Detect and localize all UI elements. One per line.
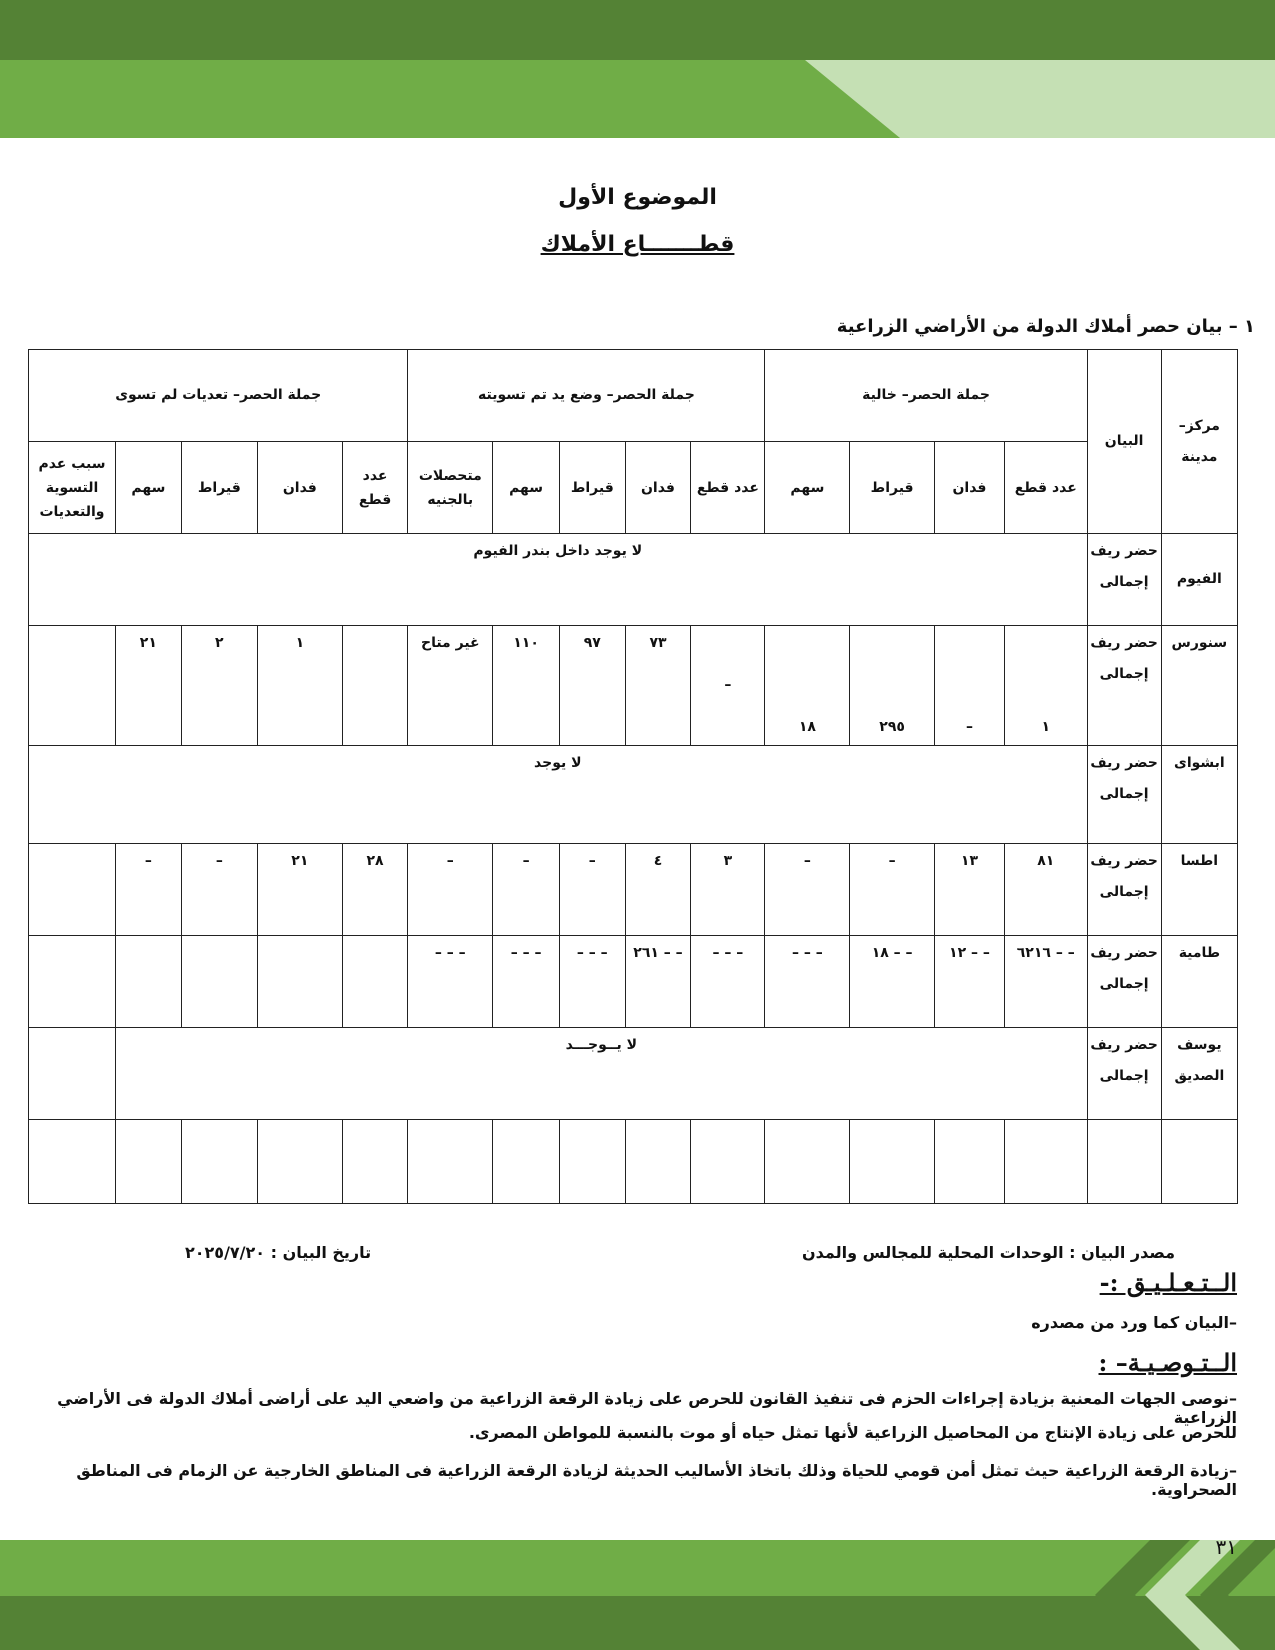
table-cell: – – ٢٦١: [625, 936, 691, 1028]
table-cell: –: [181, 844, 257, 936]
source-note: مصدر البيان : الوحدات المحلية للمجالس والمدن: [801, 1243, 1175, 1262]
row-note: لا يوجد: [29, 746, 1088, 844]
table-cell: – – –: [559, 936, 625, 1028]
table-cell: [29, 1028, 116, 1120]
recommendation-line: –نوصى الجهات المعنية بزيادة إجراءات الحزم فى تنفيذ القانون للحرص على زيادة الرقعة الزراعية من واضعي اليد على أراضى أملاك الدولة فى الأراضي الزراعية: [57, 1389, 1237, 1427]
comment-heading: الــتـعـلـيـق :-: [1099, 1268, 1237, 1297]
sector-title: [0, 232, 1275, 257]
table-row: [29, 746, 1238, 844]
table-cell: [342, 1120, 408, 1204]
table-cell: –: [116, 844, 182, 936]
sub-header: سهم: [116, 442, 182, 534]
table-cell: – – –: [408, 936, 493, 1028]
table-cell: ٨١: [1004, 844, 1087, 936]
table-cell: [935, 1120, 1005, 1204]
row-center: الفيوم: [1161, 534, 1237, 626]
table-cell: [257, 1120, 342, 1204]
table-cell: [1004, 1120, 1087, 1204]
sector-title-text: قطـــــــاع الأملاك: [540, 232, 735, 257]
table-cell: [257, 936, 342, 1028]
row-center: اطسا: [1161, 844, 1237, 936]
table-cell: – – ٦٢١٦: [1004, 936, 1087, 1028]
table-cell: ٣: [691, 844, 765, 936]
table-row: [29, 626, 1238, 746]
group-encroach: جملة الحصر– تعديات لم تسوى: [29, 350, 408, 442]
table-cell: ٢١: [257, 844, 342, 936]
sub-header: قيراط: [850, 442, 935, 534]
table-cell: – – –: [691, 936, 765, 1028]
table-row: [29, 1028, 1238, 1120]
row-label: حضر ريف إجمالى: [1087, 936, 1161, 1028]
comment-text: –البيان كما ورد من مصدره: [1031, 1313, 1237, 1332]
section-title: ١ – بيان حصر أملاك الدولة من الأراضي الزراعية: [836, 316, 1255, 337]
table-cell: [493, 1120, 560, 1204]
header-band-green: [0, 60, 900, 138]
table-cell: ١: [1004, 626, 1087, 746]
table-cell: [765, 1120, 850, 1204]
sub-header: سهم: [493, 442, 560, 534]
sub-header: فدان: [935, 442, 1005, 534]
table-row: [29, 844, 1238, 936]
table-cell: – – –: [493, 936, 560, 1028]
row-label: حضر ريف إجمالى: [1087, 626, 1161, 746]
table-cell: – – ١٨: [850, 936, 935, 1028]
chevron-icon: [1040, 1540, 1275, 1650]
table-cell: [29, 1120, 116, 1204]
state-property-table: [28, 349, 1238, 1204]
table-cell: –: [935, 626, 1005, 746]
table-cell: ١١٠: [493, 626, 560, 746]
table-cell: ٢٨: [342, 844, 408, 936]
table-cell: غير متاح: [408, 626, 493, 746]
page-number: ٣١: [1215, 1535, 1237, 1559]
table-cell: – – ١٢: [935, 936, 1005, 1028]
table-cell: ٢١: [116, 626, 182, 746]
sub-header: قيراط: [559, 442, 625, 534]
sub-header: فدان: [257, 442, 342, 534]
table-cell: ١٨: [765, 626, 850, 746]
head-center: مركز– مدينة: [1161, 350, 1237, 534]
table-cell: [850, 1120, 935, 1204]
table-cell: –: [559, 844, 625, 936]
table-cell: [1161, 1120, 1237, 1204]
table-cell: – – –: [765, 936, 850, 1028]
row-label: حضر ريف إجمالى: [1087, 746, 1161, 844]
row-label: حضر ريف إجمالى: [1087, 844, 1161, 936]
date-note: تاريخ البيان : ٢٠٢٥/٧/٢٠: [185, 1243, 372, 1262]
table-cell: –: [493, 844, 560, 936]
group-vacant: جملة الحصر– خالية: [765, 350, 1087, 442]
table-cell: ٩٧: [559, 626, 625, 746]
recommendation-heading: الــتـوصـيـة– :: [1098, 1348, 1237, 1377]
sub-header: سهم: [765, 442, 850, 534]
table-cell: ٢: [181, 626, 257, 746]
sub-header: متحصلات بالجنيه: [408, 442, 493, 534]
table-cell: [342, 626, 408, 746]
header-band-dark: [0, 0, 1275, 60]
table-cell: [625, 1120, 691, 1204]
table-cell: –: [691, 626, 765, 746]
table-cell: ١٣: [935, 844, 1005, 936]
row-center: سنورس: [1161, 626, 1237, 746]
table-cell: –: [850, 844, 935, 936]
sub-header: قيراط: [181, 442, 257, 534]
table-cell: [342, 936, 408, 1028]
sub-header: عدد قطع: [691, 442, 765, 534]
table-cell: ٢٩٥: [850, 626, 935, 746]
table-cell: [691, 1120, 765, 1204]
table-cell: [1087, 1120, 1161, 1204]
row-note: لا يوجد داخل بندر الفيوم: [29, 534, 1088, 626]
table-cell: [29, 626, 116, 746]
recommendation-line: –زيادة الرقعة الزراعية حيث تمثل أمن قومي للحياة وذلك باتخاذ الأساليب الحديثة لزيادة الرقعة الزراعية فى المناطق الخارجية عن الزمام فى المناطق الصحراوية.: [76, 1461, 1237, 1499]
topic-title: الموضوع الأول: [558, 185, 717, 210]
table-cell: ١: [257, 626, 342, 746]
row-center: ابشواى: [1161, 746, 1237, 844]
table-cell: [408, 1120, 493, 1204]
table-cell: [29, 936, 116, 1028]
table-cell: –: [765, 844, 850, 936]
table-cell: [116, 936, 182, 1028]
sub-header: فدان: [625, 442, 691, 534]
table-cell: ٧٣: [625, 626, 691, 746]
sub-header: سبب عدم التسوية والتعديات: [29, 442, 116, 534]
table-row: [29, 534, 1238, 626]
head-statement: البيان: [1087, 350, 1161, 534]
table-cell: [116, 1120, 182, 1204]
table-cell: [181, 1120, 257, 1204]
table-row-empty: [29, 1120, 1238, 1204]
table-cell: [181, 936, 257, 1028]
row-label: حضر ريف إجمالى: [1087, 1028, 1161, 1120]
table-cell: [559, 1120, 625, 1204]
row-note: لا يــوجـــد: [116, 1028, 1088, 1120]
sub-header: عدد قطع: [1004, 442, 1087, 534]
table-cell: –: [408, 844, 493, 936]
row-label: حضر ريف إجمالى: [1087, 534, 1161, 626]
recommendation-line: للحرص على زيادة الإنتاج من المحاصيل الزراعية لأنها تمثل حياه أو موت بالنسبة للمواطن المصرى.: [468, 1423, 1237, 1442]
row-center: طامية: [1161, 936, 1237, 1028]
table-row: [29, 936, 1238, 1028]
group-settled: جملة الحصر– وضع يد تم تسويته: [408, 350, 765, 442]
table-cell: [29, 844, 116, 936]
sub-header: عدد قطع: [342, 442, 408, 534]
table-cell: ٤: [625, 844, 691, 936]
row-center: يوسف الصديق: [1161, 1028, 1237, 1120]
